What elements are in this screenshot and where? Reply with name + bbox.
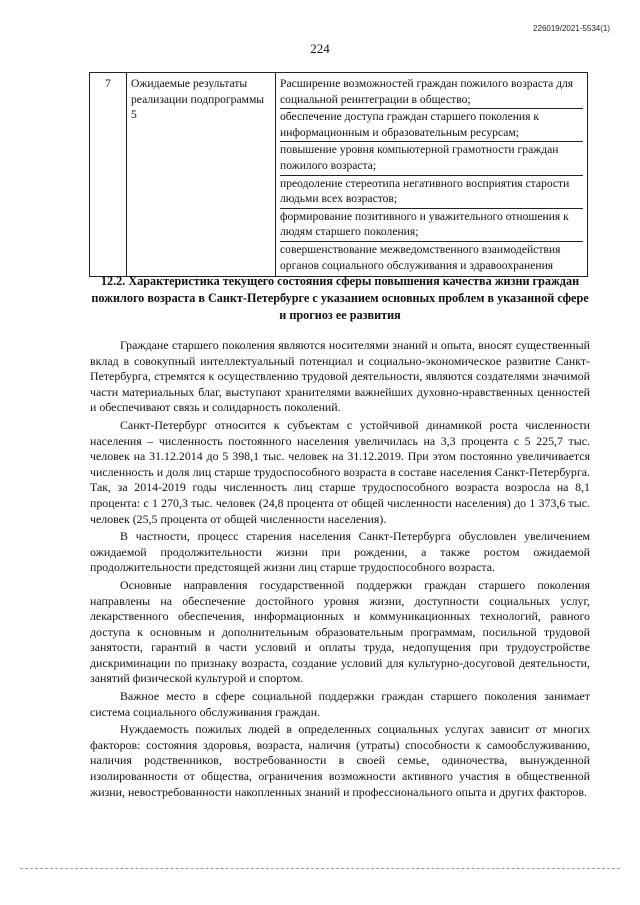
row-number: 7: [90, 73, 127, 277]
paragraph: Граждане старшего поколения являются носителями знаний и опыта, вносят существенный вклад в совокупный интеллектуальный потенциал и социально-экономическое развитие Санкт-Петербурга, стремятся к осуществлению трудовой деятельности, являются создателями значимой части материальных благ, выступают хранителями важнейших духовно-нравственных ценностей и обеспечивают связь и солидарность поколений.: [90, 338, 590, 415]
section-heading: 12.2. Характеристика текущего состояния сферы повышения качества жизни граждан пожилого возраста в Санкт-Петербурге с указанием основных проблем в указанной сфере и прогноз ее развития: [91, 274, 589, 322]
results-cell: [276, 73, 588, 277]
result-item: формирование позитивного и уважительного отношения к людям старшего поколения;: [280, 209, 583, 242]
paragraph: В частности, процесс старения населения Санкт-Петербурга обусловлен увеличением ожидаемой продолжительности жизни при рождении, а также ростом ожидаемой продолжительности предстоящей жизни лиц старше трудоспособного возраста.: [90, 529, 590, 575]
paragraph: Основные направления государственной поддержки граждан старшего поколения направлены на обеспечение достойного уровня жизни, доступности социальных услуг, лекарственного обеспечения, информационных и коммуникационных технологий, равного доступа к основным и дополнительным образовательным программам, посильной трудовой занятости, гарантий в части условий и оплаты труда, недопущения при трудоустройстве дискриминации по признаку возраста, создание условий для культурно-досуговой деятельности, занятий физической культурой и спортом.: [90, 577, 590, 686]
row-label: Ожидаемые результаты реализации подпрограммы 5: [127, 73, 276, 277]
paragraph: Санкт-Петербург относится к субъектам с устойчивой динамикой роста численности населения – численность постоянного населения увеличилась на 3,3 процента с 5 225,7 тыс. человек на 31.12.2014 до 5 398,1 тыс. человек на 31.12.2019. При этом постоянно увеличивается численность и доля лиц старше трудоспособного возраста в составе населения Санкт-Петербурга. Так, за 2014-2019 годы численность лиц старше трудоспособного возраста возросла на 8,1 процента: с 1 270,3 тыс. человек (24,8 процента от общей численности населения) до 1 373,6 тыс. человек (25,5 процента от общей численности населения).: [90, 417, 590, 526]
document-number: 226019/2021-5534(1): [533, 24, 610, 33]
page-bottom-divider: [20, 868, 620, 869]
result-item: совершенствование межведомственного взаимодействия органов социального обслуживания и здравоохранения: [280, 242, 561, 272]
table-row: [90, 73, 588, 277]
expected-results-table: [89, 72, 588, 277]
paragraph: Важное место в сфере социальной поддержки граждан старшего поколения занимает система социального обслуживания граждан.: [90, 689, 590, 719]
result-item: повышение уровня компьютерной грамотности граждан пожилого возраста;: [280, 142, 583, 175]
page-number: 224: [310, 41, 330, 56]
result-item: Расширение возможностей граждан пожилого возраста для социальной реинтеграции в общество;: [280, 76, 583, 109]
section-body: [90, 338, 590, 800]
result-item: обеспечение доступа граждан старшего поколения к информационным и образовательным ресурсам;: [280, 109, 583, 142]
result-item: преодоление стереотипа негативного восприятия старости людьми всех возрастов;: [280, 176, 583, 209]
paragraph: Нуждаемость пожилых людей в определенных социальных услугах зависит от многих факторов: состояния здоровья, возраста, наличия (утраты) способности к самообслуживанию, наличия родственников, востребованности в своей семье, одиночества, вынужденной изолированности от общества, ограничения возможности активного участия в общественной жизни, невостребованности накопленных знаний и профессионального опыта и других факторов.: [90, 722, 590, 799]
